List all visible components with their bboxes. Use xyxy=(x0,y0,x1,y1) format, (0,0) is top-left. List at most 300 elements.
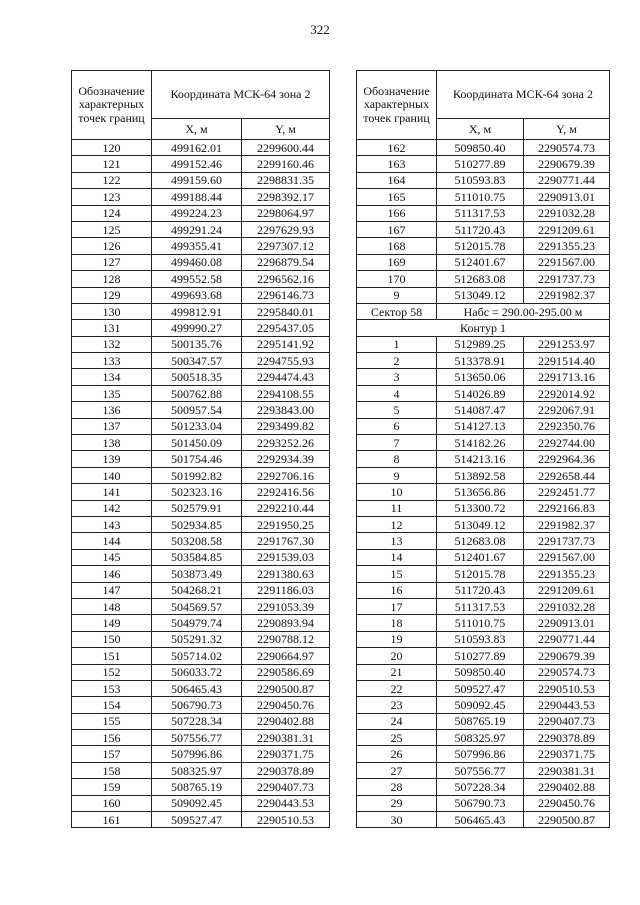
y-value: 2290381.31 xyxy=(524,762,610,778)
table-row xyxy=(72,205,330,221)
point-number: 150 xyxy=(72,631,152,647)
point-number: 157 xyxy=(72,746,152,762)
point-number: 7 xyxy=(357,435,437,451)
x-value: 513049.12 xyxy=(437,516,524,532)
y-value: 2294474.43 xyxy=(242,369,330,385)
point-number: 19 xyxy=(357,631,437,647)
table-row xyxy=(72,533,330,549)
x-value: 501233.04 xyxy=(152,418,242,434)
table-row xyxy=(357,533,610,549)
point-number: 132 xyxy=(72,336,152,352)
point-number: 135 xyxy=(72,385,152,401)
y-value: 2291982.37 xyxy=(524,516,610,532)
header-y: Y, м xyxy=(242,119,330,140)
point-number: 164 xyxy=(357,172,437,188)
point-number: 130 xyxy=(72,303,152,319)
header-point-label: Обозначение характерных точек границ xyxy=(72,71,152,140)
x-value: 511720.43 xyxy=(437,221,524,237)
table-row xyxy=(357,598,610,614)
y-value: 2291713.16 xyxy=(524,369,610,385)
x-value: 513300.72 xyxy=(437,500,524,516)
table-row xyxy=(72,648,330,664)
x-value: 503208.58 xyxy=(152,533,242,549)
table-row xyxy=(357,435,610,451)
x-value: 513892.58 xyxy=(437,467,524,483)
point-number: 149 xyxy=(72,615,152,631)
point-number: 127 xyxy=(72,254,152,270)
table-row xyxy=(72,795,330,811)
y-value: 2290510.53 xyxy=(524,680,610,696)
x-value: 508325.97 xyxy=(152,762,242,778)
y-value: 2290664.97 xyxy=(242,648,330,664)
y-value: 2292964.36 xyxy=(524,451,610,467)
y-value: 2290443.53 xyxy=(242,795,330,811)
y-value: 2290771.44 xyxy=(524,631,610,647)
table-row xyxy=(357,385,610,401)
point-number: 3 xyxy=(357,369,437,385)
x-value: 506790.73 xyxy=(152,697,242,713)
point-number: 134 xyxy=(72,369,152,385)
point-number: 26 xyxy=(357,746,437,762)
table-row xyxy=(72,746,330,762)
y-value: 2290586.69 xyxy=(242,664,330,680)
point-number: 6 xyxy=(357,418,437,434)
point-number: 125 xyxy=(72,221,152,237)
x-value: 514026.89 xyxy=(437,385,524,401)
y-value: 2291053.39 xyxy=(242,598,330,614)
x-value: 511720.43 xyxy=(437,582,524,598)
point-number: 120 xyxy=(72,140,152,156)
contour-row xyxy=(357,320,610,336)
y-value: 2292067.91 xyxy=(524,402,610,418)
y-value: 2290381.31 xyxy=(242,730,330,746)
table-row xyxy=(357,730,610,746)
table-row xyxy=(357,762,610,778)
table-row xyxy=(357,189,610,205)
x-value: 509850.40 xyxy=(437,140,524,156)
y-value: 2291767.30 xyxy=(242,533,330,549)
x-value: 504979.74 xyxy=(152,615,242,631)
x-value: 505714.02 xyxy=(152,648,242,664)
x-value: 503584.85 xyxy=(152,549,242,565)
x-value: 506033.72 xyxy=(152,664,242,680)
x-value: 507996.86 xyxy=(437,746,524,762)
x-value: 512683.08 xyxy=(437,533,524,549)
table-row xyxy=(357,467,610,483)
y-value: 2291209.61 xyxy=(524,221,610,237)
point-number: 155 xyxy=(72,713,152,729)
point-number: 14 xyxy=(357,549,437,565)
point-number: 124 xyxy=(72,205,152,221)
table-row xyxy=(72,500,330,516)
y-value: 2295840.01 xyxy=(242,303,330,319)
table-row xyxy=(357,648,610,664)
y-value: 2290371.75 xyxy=(242,746,330,762)
y-value: 2290378.89 xyxy=(242,762,330,778)
table-body-left xyxy=(72,140,330,828)
header-x: X, м xyxy=(152,119,242,140)
y-value: 2290443.53 xyxy=(524,697,610,713)
point-number: 133 xyxy=(72,353,152,369)
x-value: 508765.19 xyxy=(152,779,242,795)
table-row xyxy=(72,287,330,303)
table-row xyxy=(72,516,330,532)
x-value: 506465.43 xyxy=(152,680,242,696)
y-value: 2292706.16 xyxy=(242,467,330,483)
table-row xyxy=(72,435,330,451)
table-row xyxy=(357,615,610,631)
y-value: 2290450.76 xyxy=(524,795,610,811)
y-value: 2298831.35 xyxy=(242,172,330,188)
y-value: 2291950.25 xyxy=(242,516,330,532)
y-value: 2290913.01 xyxy=(524,615,610,631)
point-number: 148 xyxy=(72,598,152,614)
table-row xyxy=(72,320,330,336)
table-row xyxy=(72,582,330,598)
x-value: 507228.34 xyxy=(152,713,242,729)
y-value: 2291737.73 xyxy=(524,533,610,549)
table-row xyxy=(72,549,330,565)
y-value: 2291567.00 xyxy=(524,549,610,565)
table-row xyxy=(357,500,610,516)
point-number: 163 xyxy=(357,156,437,172)
y-value: 2292166.83 xyxy=(524,500,610,516)
point-number: 143 xyxy=(72,516,152,532)
table-row xyxy=(72,779,330,795)
y-value: 2292934.39 xyxy=(242,451,330,467)
x-value: 499693.68 xyxy=(152,287,242,303)
y-value: 2291032.28 xyxy=(524,205,610,221)
table-row xyxy=(72,156,330,172)
page-number: 322 xyxy=(310,22,330,37)
x-value: 499159.60 xyxy=(152,172,242,188)
table-row xyxy=(357,287,610,303)
table-body-right-top xyxy=(357,140,610,304)
y-value: 2293499.82 xyxy=(242,418,330,434)
x-value: 500135.76 xyxy=(152,336,242,352)
table-row xyxy=(357,746,610,762)
x-value: 499812.91 xyxy=(152,303,242,319)
table-row xyxy=(357,369,610,385)
point-number: 1 xyxy=(357,336,437,352)
table-row xyxy=(357,631,610,647)
table-row xyxy=(72,631,330,647)
point-number: 18 xyxy=(357,615,437,631)
header-y: Y, м xyxy=(524,119,610,140)
y-value: 2299600.44 xyxy=(242,140,330,156)
table-row xyxy=(72,730,330,746)
y-value: 2291032.28 xyxy=(524,598,610,614)
x-value: 506790.73 xyxy=(437,795,524,811)
x-value: 502579.91 xyxy=(152,500,242,516)
table-row xyxy=(72,664,330,680)
table-row xyxy=(72,451,330,467)
table-row xyxy=(357,484,610,500)
y-value: 2290378.89 xyxy=(524,730,610,746)
y-value: 2290500.87 xyxy=(242,680,330,696)
y-value: 2292658.44 xyxy=(524,467,610,483)
x-value: 499355.41 xyxy=(152,238,242,254)
x-value: 505291.32 xyxy=(152,631,242,647)
point-number: 145 xyxy=(72,549,152,565)
y-value: 2295437.05 xyxy=(242,320,330,336)
y-value: 2299160.46 xyxy=(242,156,330,172)
x-value: 508765.19 xyxy=(437,713,524,729)
point-number: 21 xyxy=(357,664,437,680)
point-number: 140 xyxy=(72,467,152,483)
point-number: 165 xyxy=(357,189,437,205)
header-x: X, м xyxy=(437,119,524,140)
point-number: 147 xyxy=(72,582,152,598)
table-row xyxy=(357,205,610,221)
y-value: 2290371.75 xyxy=(524,746,610,762)
y-value: 2298392.17 xyxy=(242,189,330,205)
x-value: 509527.47 xyxy=(437,680,524,696)
point-number: 167 xyxy=(357,221,437,237)
point-number: 4 xyxy=(357,385,437,401)
table-row xyxy=(72,598,330,614)
table-row xyxy=(357,812,610,828)
table-row xyxy=(357,402,610,418)
point-number: 152 xyxy=(72,664,152,680)
table-row xyxy=(357,451,610,467)
y-value: 2290402.88 xyxy=(524,779,610,795)
point-number: 16 xyxy=(357,582,437,598)
table-row xyxy=(72,221,330,237)
table-row xyxy=(72,615,330,631)
y-value: 2290679.39 xyxy=(524,648,610,664)
y-value: 2291737.73 xyxy=(524,271,610,287)
y-value: 2290574.73 xyxy=(524,664,610,680)
x-value: 514127.13 xyxy=(437,418,524,434)
point-number: 10 xyxy=(357,484,437,500)
point-number: 121 xyxy=(72,156,152,172)
table-row xyxy=(72,385,330,401)
x-value: 512401.67 xyxy=(437,549,524,565)
y-value: 2291186.03 xyxy=(242,582,330,598)
x-value: 510277.89 xyxy=(437,648,524,664)
y-value: 2290913.01 xyxy=(524,189,610,205)
y-value: 2290500.87 xyxy=(524,812,610,828)
y-value: 2294755.93 xyxy=(242,353,330,369)
y-value: 2297629.93 xyxy=(242,221,330,237)
y-value: 2291982.37 xyxy=(524,287,610,303)
table-row xyxy=(72,762,330,778)
x-value: 513049.12 xyxy=(437,287,524,303)
y-value: 2291567.00 xyxy=(524,254,610,270)
point-number: 162 xyxy=(357,140,437,156)
point-number: 5 xyxy=(357,402,437,418)
y-value: 2293843.00 xyxy=(242,402,330,418)
x-value: 499152.46 xyxy=(152,156,242,172)
point-number: 142 xyxy=(72,500,152,516)
table-row xyxy=(357,254,610,270)
point-number: 20 xyxy=(357,648,437,664)
y-value: 2290510.53 xyxy=(242,812,330,828)
point-number: 170 xyxy=(357,271,437,287)
table-row xyxy=(72,713,330,729)
table-row xyxy=(357,156,610,172)
y-value: 2292416.56 xyxy=(242,484,330,500)
coordinates-table-right xyxy=(356,70,610,828)
point-number: 9 xyxy=(357,287,437,303)
table-row xyxy=(72,189,330,205)
x-value: 503873.49 xyxy=(152,566,242,582)
x-value: 504268.21 xyxy=(152,582,242,598)
y-value: 2290407.73 xyxy=(242,779,330,795)
x-value: 513650.06 xyxy=(437,369,524,385)
y-value: 2296879.54 xyxy=(242,254,330,270)
point-number: 131 xyxy=(72,320,152,336)
table-row xyxy=(72,467,330,483)
y-value: 2292350.76 xyxy=(524,418,610,434)
x-value: 499552.58 xyxy=(152,271,242,287)
x-value: 512015.78 xyxy=(437,238,524,254)
table-row xyxy=(72,369,330,385)
y-value: 2290679.39 xyxy=(524,156,610,172)
table-row xyxy=(357,221,610,237)
y-value: 2290788.12 xyxy=(242,631,330,647)
table-row xyxy=(72,353,330,369)
table-row xyxy=(357,779,610,795)
x-value: 512015.78 xyxy=(437,566,524,582)
header-coordinate: Координата МСК-64 зона 2 xyxy=(152,71,330,119)
x-value: 500518.35 xyxy=(152,369,242,385)
table-row xyxy=(357,140,610,156)
point-number: 129 xyxy=(72,287,152,303)
point-number: 22 xyxy=(357,680,437,696)
table-row xyxy=(357,680,610,696)
point-number: 24 xyxy=(357,713,437,729)
x-value: 514087.47 xyxy=(437,402,524,418)
x-value: 512401.67 xyxy=(437,254,524,270)
x-value: 511010.75 xyxy=(437,615,524,631)
y-value: 2290574.73 xyxy=(524,140,610,156)
y-value: 2293252.26 xyxy=(242,435,330,451)
x-value: 512989.25 xyxy=(437,336,524,352)
x-value: 501754.46 xyxy=(152,451,242,467)
table-row xyxy=(72,812,330,828)
x-value: 499460.08 xyxy=(152,254,242,270)
x-value: 510277.89 xyxy=(437,156,524,172)
point-number: 128 xyxy=(72,271,152,287)
table-row xyxy=(357,549,610,565)
point-number: 154 xyxy=(72,697,152,713)
header-point-label: Обозначение характерных точек границ xyxy=(357,71,437,140)
table-row xyxy=(72,254,330,270)
x-value: 513656.86 xyxy=(437,484,524,500)
y-value: 2290407.73 xyxy=(524,713,610,729)
point-number: 161 xyxy=(72,812,152,828)
point-number: 8 xyxy=(357,451,437,467)
y-value: 2297307.12 xyxy=(242,238,330,254)
point-number: 27 xyxy=(357,762,437,778)
y-value: 2291380.63 xyxy=(242,566,330,582)
table-row xyxy=(72,680,330,696)
y-value: 2296562.16 xyxy=(242,271,330,287)
y-value: 2290402.88 xyxy=(242,713,330,729)
point-number: 30 xyxy=(357,812,437,828)
table-row xyxy=(72,484,330,500)
point-number: 2 xyxy=(357,353,437,369)
x-value: 499291.24 xyxy=(152,221,242,237)
point-number: 9 xyxy=(357,467,437,483)
sector-label: Сектор 58 xyxy=(357,303,437,319)
y-value: 2294108.55 xyxy=(242,385,330,401)
table-row xyxy=(357,697,610,713)
point-number: 169 xyxy=(357,254,437,270)
point-number: 160 xyxy=(72,795,152,811)
point-number: 13 xyxy=(357,533,437,549)
x-value: 501450.09 xyxy=(152,435,242,451)
coordinates-table-left xyxy=(71,70,330,828)
x-value: 509092.45 xyxy=(152,795,242,811)
y-value: 2291355.23 xyxy=(524,566,610,582)
point-number: 138 xyxy=(72,435,152,451)
point-number: 156 xyxy=(72,730,152,746)
x-value: 500957.54 xyxy=(152,402,242,418)
y-value: 2291355.23 xyxy=(524,238,610,254)
point-number: 123 xyxy=(72,189,152,205)
table-row xyxy=(72,238,330,254)
x-value: 513378.91 xyxy=(437,353,524,369)
point-number: 25 xyxy=(357,730,437,746)
x-value: 510593.83 xyxy=(437,631,524,647)
sector-row xyxy=(357,303,610,319)
x-value: 501992.82 xyxy=(152,467,242,483)
point-number: 151 xyxy=(72,648,152,664)
table-row xyxy=(72,402,330,418)
y-value: 2292744.00 xyxy=(524,435,610,451)
x-value: 509527.47 xyxy=(152,812,242,828)
point-number: 23 xyxy=(357,697,437,713)
table-row xyxy=(357,238,610,254)
point-number: 153 xyxy=(72,680,152,696)
contour-label: Контур 1 xyxy=(357,320,610,336)
x-value: 500347.57 xyxy=(152,353,242,369)
point-number: 17 xyxy=(357,598,437,614)
point-number: 168 xyxy=(357,238,437,254)
y-value: 2291209.61 xyxy=(524,582,610,598)
x-value: 507556.77 xyxy=(152,730,242,746)
point-number: 136 xyxy=(72,402,152,418)
y-value: 2292014.92 xyxy=(524,385,610,401)
x-value: 509850.40 xyxy=(437,664,524,680)
table-body-right-bottom xyxy=(357,336,610,828)
point-number: 146 xyxy=(72,566,152,582)
y-value: 2295141.92 xyxy=(242,336,330,352)
point-number: 11 xyxy=(357,500,437,516)
table-row xyxy=(72,418,330,434)
x-value: 514182.26 xyxy=(437,435,524,451)
table-row xyxy=(72,566,330,582)
x-value: 504569.57 xyxy=(152,598,242,614)
x-value: 502934.85 xyxy=(152,516,242,532)
y-value: 2291539.03 xyxy=(242,549,330,565)
table-row xyxy=(357,795,610,811)
table-row xyxy=(72,172,330,188)
table-row xyxy=(357,664,610,680)
point-number: 122 xyxy=(72,172,152,188)
point-number: 166 xyxy=(357,205,437,221)
x-value: 507996.86 xyxy=(152,746,242,762)
table-row xyxy=(357,336,610,352)
table-row xyxy=(357,353,610,369)
x-value: 507228.34 xyxy=(437,779,524,795)
table-row xyxy=(72,271,330,287)
y-value: 2292451.77 xyxy=(524,484,610,500)
y-value: 2296146.73 xyxy=(242,287,330,303)
